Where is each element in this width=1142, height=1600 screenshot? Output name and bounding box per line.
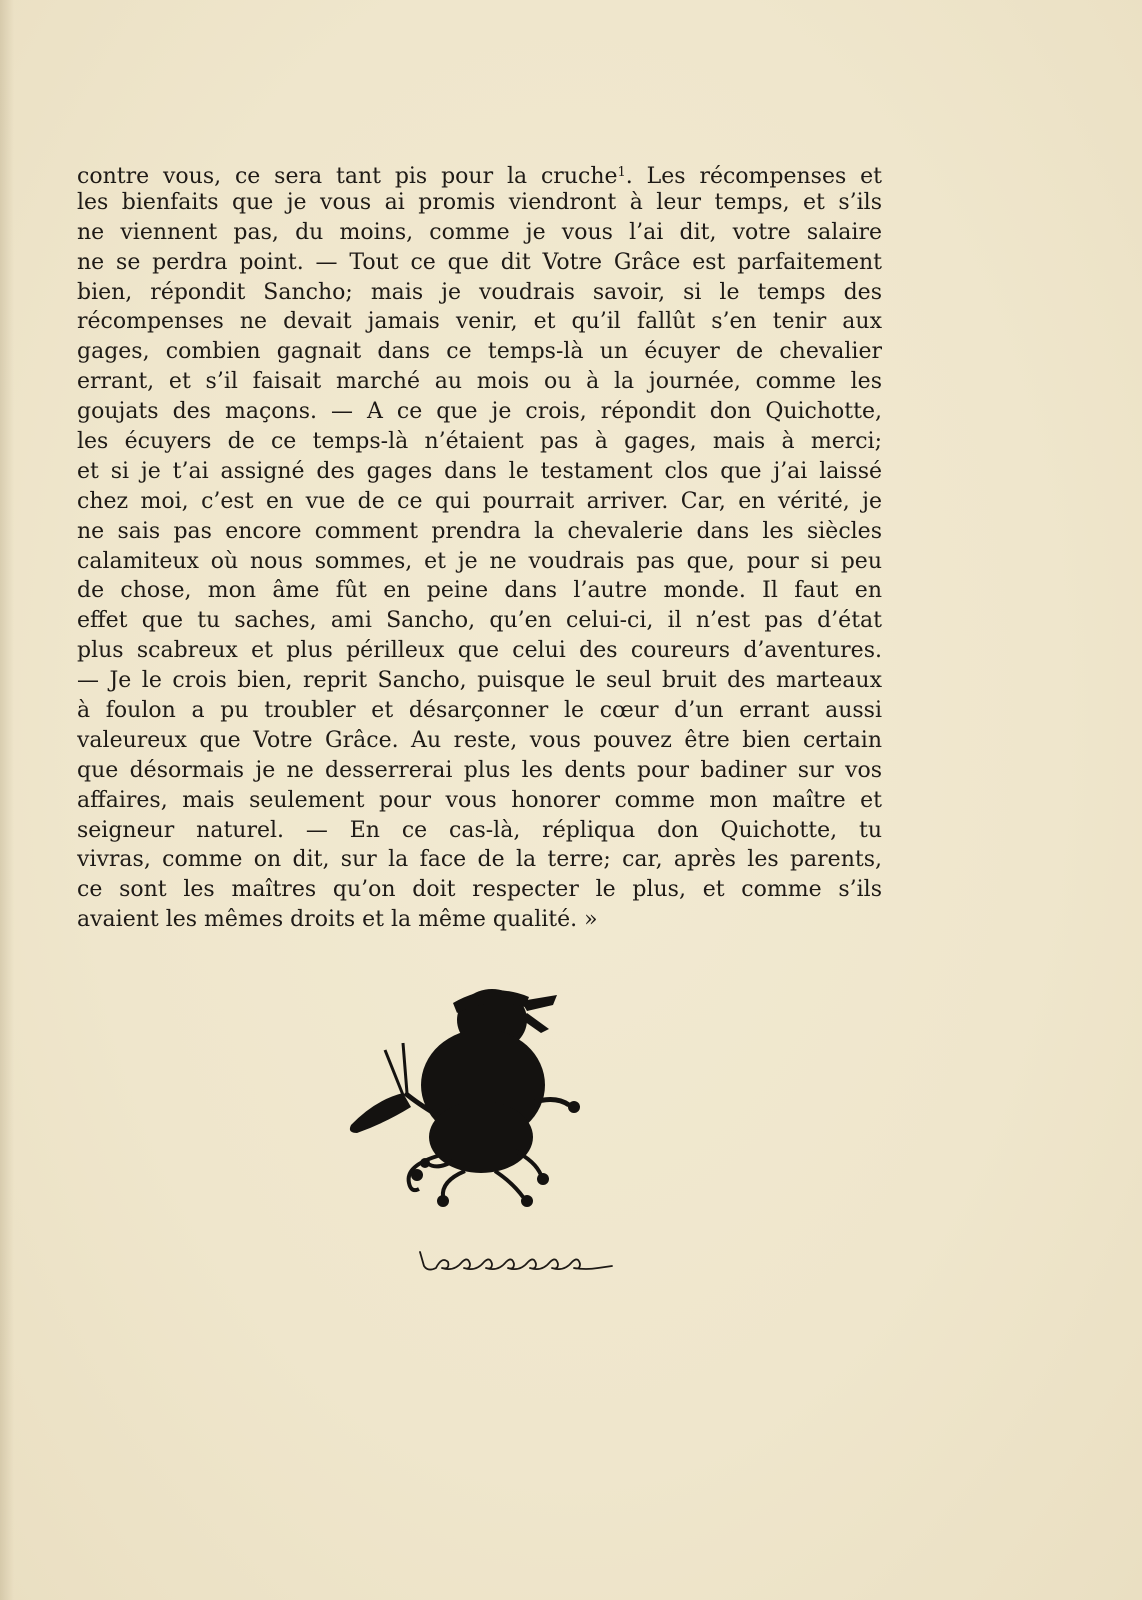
text-line: ne viennent pas, du moins, comme je vous l’ai dit, votre salaire: [77, 219, 882, 245]
text-line: récompenses ne devait jamais venir, et qu’il fallût s’en tenir aux: [77, 309, 882, 335]
text-line: gages, combien gagnait dans ce temps-là un écuyer de chevalier: [77, 339, 882, 365]
text-line: chez moi, c’est en vue de ce qui pourrait arriver. Car, en vérité, je: [77, 488, 882, 514]
text-line: ce sont les maîtres qu’on doit respecter le plus, et comme s’ils: [77, 877, 882, 903]
text-line: affaires, mais seulement pour vous honorer comme mon maître et: [77, 787, 882, 813]
text-line: ne sais pas encore comment prendra la chevalerie dans les siècles: [77, 518, 882, 544]
text-line: [77, 158, 882, 188]
flourish-ornament-icon: [418, 1246, 614, 1276]
text-line: — Je le crois bien, reprit Sancho, puisque le seul bruit des marteaux: [77, 668, 882, 694]
text-line: valeureux que Votre Grâce. Au reste, vous pouvez être bien certain: [77, 727, 882, 753]
text-line: vivras, comme on dit, sur la face de la terre; car, après les parents,: [77, 847, 882, 873]
text-line-start: contre vous, ce sera tant pis pour la cruche: [77, 164, 618, 188]
body-text: [77, 158, 882, 935]
squire-silhouette-icon: [345, 975, 585, 1215]
text-line: effet que tu saches, ami Sancho, qu’en celui-ci, il n’est pas d’état: [77, 608, 882, 634]
text-line: goujats des maçons. — A ce que je crois, répondit don Quichotte,: [77, 399, 882, 425]
text-line: bien, répondit Sancho; mais je voudrais savoir, si le temps des: [77, 279, 882, 305]
text-line: ne se perdra point. — Tout ce que dit Votre Grâce est parfaitement: [77, 249, 882, 275]
text-line: que désormais je ne desserrerai plus les dents pour badiner sur vos: [77, 757, 882, 783]
footnote-marker: 1: [617, 165, 626, 180]
gutter-shadow: [0, 0, 14, 1600]
text-line: et si je t’ai assigné des gages dans le testament clos que j’ai laissé: [77, 458, 882, 484]
text-line: seigneur naturel. — En ce cas-là, répliqua don Quichotte, tu: [77, 817, 882, 843]
text-line: les bienfaits que je vous ai promis viendront à leur temps, et s’ils: [77, 189, 882, 215]
text-line-last: avaient les mêmes droits et la même qualité. »: [77, 907, 598, 933]
text-line: de chose, mon âme fût en peine dans l’autre monde. Il faut en: [77, 578, 882, 604]
text-line-end: . Les récompenses et: [625, 164, 882, 188]
text-line: calamiteux où nous sommes, et je ne voudrais pas que, pour si peu: [77, 548, 882, 574]
text-line: plus scabreux et plus périlleux que celui des coureurs d’aventures.: [77, 638, 882, 664]
text-line: à foulon a pu troubler et désarçonner le cœur d’un errant aussi: [77, 698, 882, 724]
text-line: les écuyers de ce temps-là n’étaient pas à gages, mais à merci;: [77, 429, 882, 455]
text-line: errant, et s’il faisait marché au mois ou à la journée, comme les: [77, 369, 882, 395]
